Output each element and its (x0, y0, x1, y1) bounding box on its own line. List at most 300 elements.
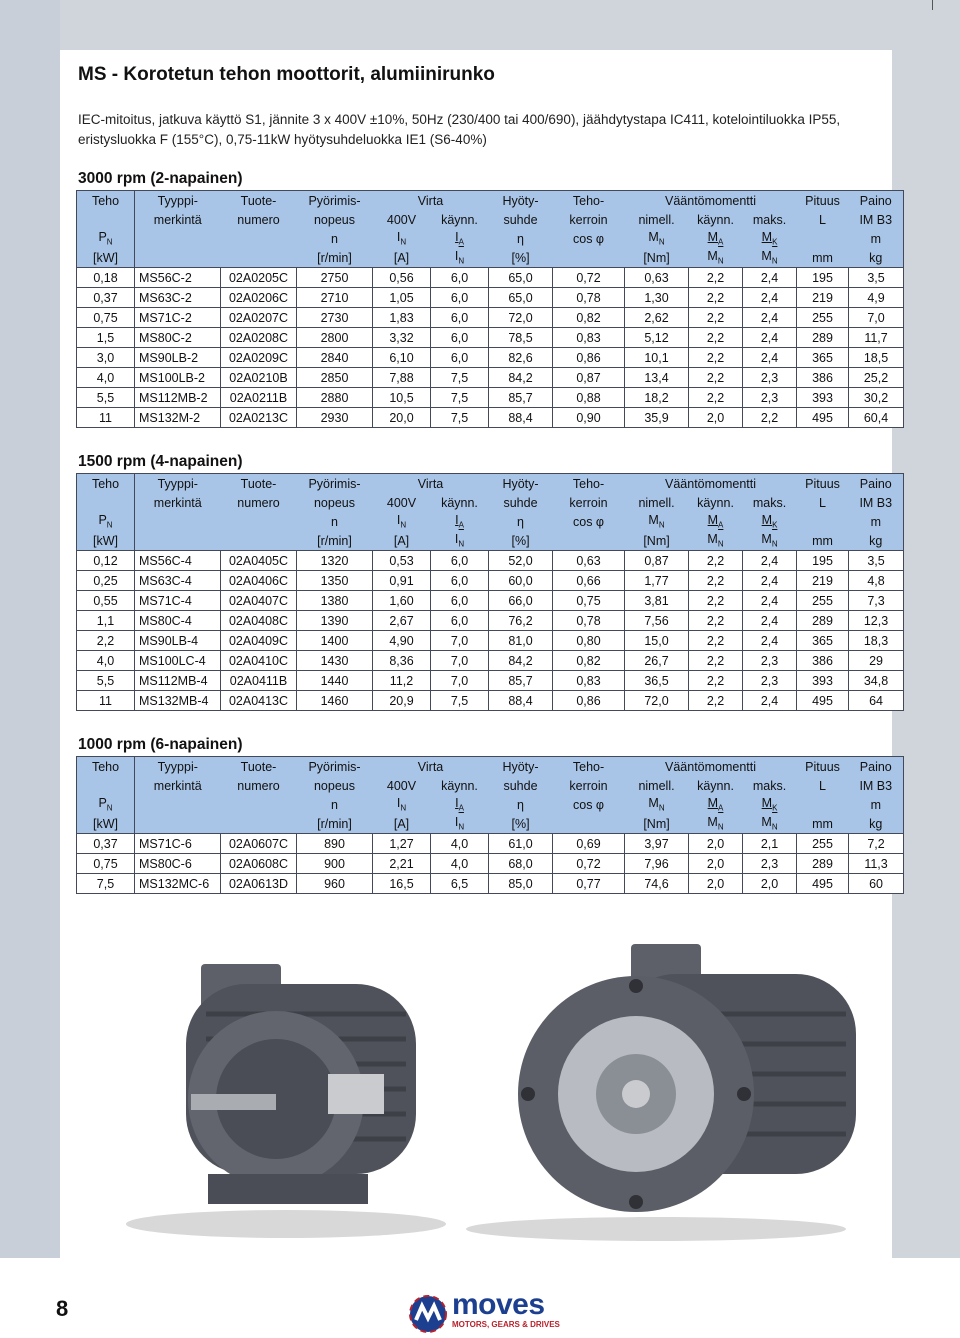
header-length-text: Pituus (805, 193, 840, 208)
table-cell-text: 495 (812, 876, 833, 891)
header-row (77, 229, 904, 248)
header-unit (373, 248, 431, 268)
table-cell (431, 591, 489, 611)
header-current-text: Virta (417, 476, 444, 491)
header-unit-text: [kW] (93, 533, 118, 548)
header-subtitle (489, 776, 553, 795)
header-unit-text: M (707, 815, 718, 830)
subscript: N (458, 822, 465, 832)
table-cell-text: 0,80 (576, 633, 601, 648)
table-cell-text: 365 (812, 350, 833, 365)
subscript: A (458, 520, 464, 530)
table-cell-text: MS112MB-4 (139, 673, 208, 688)
header-torque (625, 757, 797, 777)
table-cell-text: 255 (812, 310, 833, 325)
header-current-text: Virta (417, 193, 444, 208)
table-cell (373, 408, 431, 428)
header-unit-text: [r/min] (317, 533, 352, 548)
table-cell-text: 0,18 (93, 270, 118, 285)
table-cell-text: 6,0 (450, 290, 469, 305)
table-cell-text: 6,0 (450, 593, 469, 608)
table-cell-text: 11,2 (389, 673, 414, 688)
table-cell-text: 0,55 (93, 593, 118, 608)
header-symbol-text: m (870, 797, 881, 812)
header-subtitle (743, 493, 797, 512)
table-cell-text: 02A0207C (228, 310, 289, 325)
table-cell-text: 02A0407C (228, 593, 289, 608)
header-product (221, 474, 297, 494)
table-cell (297, 388, 373, 408)
header-row (77, 474, 904, 494)
table-cell-text: 1430 (320, 653, 349, 668)
table-cell-text: 255 (812, 836, 833, 851)
header-unit (431, 248, 489, 268)
header-symbol-text: n (331, 514, 338, 529)
table-cell-text: 4,0 (450, 836, 469, 851)
table-cell-text: 393 (812, 673, 833, 688)
table-cell (431, 854, 489, 874)
header-subtitle (297, 776, 373, 795)
header-symbol-text: I (396, 230, 401, 245)
header-subtitle (373, 776, 431, 795)
table-cell (553, 368, 625, 388)
table-cell (77, 408, 135, 428)
table-cell (743, 388, 797, 408)
table-cell (373, 288, 431, 308)
header-subtitle-text: merkintä (153, 212, 202, 227)
table-cell (135, 571, 221, 591)
table-cell-text: 11 (99, 410, 112, 425)
table-cell-text: 0,83 (576, 673, 601, 688)
table-cell-text: 7,0 (450, 673, 469, 688)
table-cell (849, 854, 904, 874)
table-cell (625, 671, 689, 691)
header-subtitle (689, 776, 743, 795)
header-efficiency-text: Hyöty- (502, 193, 539, 208)
header-subtitle-text: maks. (752, 212, 787, 227)
header-subtitle (849, 210, 904, 229)
table-cell-text: 0,69 (576, 836, 601, 851)
header-subtitle (489, 493, 553, 512)
header-symbol-text: P (98, 513, 107, 528)
header-empty (553, 814, 625, 834)
header-subtitle-text: suhde (503, 495, 538, 510)
table-cell (797, 388, 849, 408)
table-body (77, 834, 904, 894)
header-efficiency (489, 191, 553, 211)
table-cell (221, 631, 297, 651)
table-cell-text: 02A0410C (228, 653, 289, 668)
table-cell-text: 960 (324, 876, 345, 891)
table-cell (221, 348, 297, 368)
table-cell (849, 348, 904, 368)
header-unit (849, 248, 904, 268)
table-cell-text: 02A0210B (229, 370, 288, 385)
table-cell (849, 328, 904, 348)
table-cell-text: 2,2 (706, 633, 725, 648)
table-cell (625, 388, 689, 408)
header-subtitle-text: IM B3 (859, 495, 893, 510)
table-cell (135, 651, 221, 671)
header-unit-text: I (454, 532, 459, 547)
header-power-factor-text: Teho- (572, 759, 605, 774)
header-empty (135, 531, 221, 551)
table-cell-text: 7,2 (867, 836, 885, 851)
header-product (221, 191, 297, 211)
table-cell (221, 671, 297, 691)
header-row (77, 210, 904, 229)
table-cell (77, 348, 135, 368)
table-cell-text: 2,2 (706, 693, 725, 708)
page-number: 8 (56, 1296, 69, 1321)
table-cell (373, 328, 431, 348)
table-cell (797, 834, 849, 854)
header-subtitle-text: L (819, 212, 826, 227)
table-cell (77, 308, 135, 328)
header-speed (297, 191, 373, 211)
table-cell (743, 368, 797, 388)
table-cell-text: 2,2 (706, 310, 725, 325)
table-cell-text: 6,0 (450, 613, 469, 628)
table-cell (221, 308, 297, 328)
header-empty (797, 795, 849, 814)
table-cell-text: 2,3 (760, 370, 779, 385)
table-cell-text: 2,4 (760, 270, 779, 285)
header-unit-text: I (454, 815, 459, 830)
table-cell-text: 1,83 (389, 310, 414, 325)
table-cell (489, 288, 553, 308)
table-cell (431, 691, 489, 711)
table-cell-text: 3,5 (867, 270, 885, 285)
table-cell (221, 571, 297, 591)
table-cell (553, 611, 625, 631)
table-cell (373, 308, 431, 328)
header-empty (221, 795, 297, 814)
table-cell (431, 834, 489, 854)
header-type (135, 474, 221, 494)
table-cell (373, 348, 431, 368)
table-cell-text: 2930 (320, 410, 349, 425)
table-row (77, 571, 904, 591)
table-cell (689, 631, 743, 651)
header-unit-text: kg (869, 250, 883, 265)
header-unit-text: [A] (393, 816, 410, 831)
table-cell-text: 02A0209C (228, 350, 289, 365)
header-subtitle (797, 493, 849, 512)
table-cell (489, 611, 553, 631)
table-cell (553, 571, 625, 591)
table-cell-text: 02A0405C (228, 553, 289, 568)
subscript: N (458, 256, 465, 266)
header-subtitle (625, 210, 689, 229)
table-cell (77, 388, 135, 408)
table-cell (743, 408, 797, 428)
header-symbol-text: I (396, 796, 401, 811)
table-cell-text: 0,72 (576, 270, 601, 285)
table-cell (797, 874, 849, 894)
table-cell (849, 408, 904, 428)
table-cell-text: 2,4 (760, 553, 779, 568)
header-subtitle-text: maks. (752, 495, 787, 510)
table-cell-text: 7,5 (450, 693, 469, 708)
table-cell (797, 691, 849, 711)
table-cell (743, 671, 797, 691)
table-cell-text: 74,6 (644, 876, 669, 891)
table-cell-text: 0,82 (576, 310, 601, 325)
header-current (373, 474, 489, 494)
header-symbol (297, 229, 373, 248)
table-cell-text: 35,9 (644, 410, 669, 425)
header-subtitle-text: IM B3 (859, 778, 893, 793)
header-subtitle (743, 776, 797, 795)
header-symbol (743, 512, 797, 531)
table-cell-text: 88,4 (508, 693, 533, 708)
table-cell-text: 78,5 (508, 330, 533, 345)
table-cell (135, 348, 221, 368)
header-empty (221, 531, 297, 551)
header-unit-text: M (761, 815, 772, 830)
header-power-factor (553, 474, 625, 494)
table-cell (77, 834, 135, 854)
header-unit-text: [Nm] (643, 816, 670, 831)
header-subtitle-text: suhde (503, 778, 538, 793)
table-cell-text: 02A0608C (228, 856, 289, 871)
header-symbol (373, 795, 431, 814)
table-cell-text: 2,67 (389, 613, 414, 628)
table-cell-text: 1,5 (96, 330, 115, 345)
table-cell-text: 0,66 (576, 573, 601, 588)
table-cell (553, 671, 625, 691)
table-row (77, 288, 904, 308)
table-cell (431, 408, 489, 428)
table-cell (373, 651, 431, 671)
header-unit-text: [kW] (93, 816, 118, 831)
header-row (77, 512, 904, 531)
header-unit-text: [Nm] (643, 533, 670, 548)
table-cell (135, 328, 221, 348)
table-cell (431, 551, 489, 571)
header-empty (135, 814, 221, 834)
motor-photo-left (126, 964, 446, 1238)
table-cell-text: 2,0 (706, 876, 725, 891)
subscript: K (772, 520, 778, 530)
table-cell (221, 874, 297, 894)
section-title-1000rpm: 1000 rpm (6-napainen) (78, 736, 243, 753)
table-cell (743, 308, 797, 328)
header-row (77, 757, 904, 777)
header-product (221, 757, 297, 777)
table-cell (431, 874, 489, 894)
header-row (77, 795, 904, 814)
table-cell (135, 288, 221, 308)
table-cell (77, 854, 135, 874)
table-cell-text: 64 (869, 693, 883, 708)
header-type-text: Tyyppi- (157, 476, 198, 491)
header-power-text: Teho (91, 193, 120, 208)
table-cell (297, 308, 373, 328)
table-cell (689, 368, 743, 388)
table-cell (373, 591, 431, 611)
table-cell-text: 3,0 (96, 350, 115, 365)
subscript: A (458, 803, 464, 813)
header-subtitle (743, 210, 797, 229)
table-cell-text: 6,0 (450, 270, 469, 285)
table-cell (489, 551, 553, 571)
table-cell-text: 72,0 (644, 693, 669, 708)
table-cell (135, 551, 221, 571)
table-cell-text: MS90LB-4 (139, 633, 199, 648)
header-empty (553, 248, 625, 268)
header-unit (431, 814, 489, 834)
header-subtitle (553, 210, 625, 229)
header-product-text: Tuote- (240, 193, 277, 208)
header-symbol (689, 229, 743, 248)
crop-mark (932, 0, 933, 10)
table-cell-text: 289 (812, 330, 833, 345)
header-unit (489, 248, 553, 268)
header-unit (797, 248, 849, 268)
header-row (77, 776, 904, 795)
table-cell-text: 2,0 (706, 410, 725, 425)
header-symbol-text: m (870, 231, 881, 246)
table-cell-text: 2,2 (706, 290, 725, 305)
table-cell (77, 691, 135, 711)
header-subtitle (135, 776, 221, 795)
table-cell (489, 408, 553, 428)
table-cell-text: 7,5 (96, 876, 115, 891)
table-cell (743, 288, 797, 308)
header-empty (221, 512, 297, 531)
table-cell (849, 874, 904, 894)
table-cell-text: 5,12 (644, 330, 669, 345)
header-subtitle (849, 493, 904, 512)
table-cell-text: 18,3 (863, 633, 889, 648)
table-cell-text: 4,0 (96, 653, 115, 668)
header-length (797, 191, 849, 211)
table-cell (221, 854, 297, 874)
header-unit-text: M (761, 532, 772, 547)
table-cell (77, 551, 135, 571)
table-cell (625, 348, 689, 368)
header-subtitle (221, 210, 297, 229)
table-cell-text: 2,2 (706, 613, 725, 628)
table-cell-text: 65,0 (508, 270, 533, 285)
table-cell (553, 651, 625, 671)
table-cell (797, 551, 849, 571)
table-cell-text: 5,5 (96, 673, 115, 688)
header-symbol (373, 512, 431, 531)
table-cell (743, 631, 797, 651)
table-cell (135, 691, 221, 711)
table-cell-text: 2,1 (760, 836, 779, 851)
table-cell-text: 0,78 (576, 290, 601, 305)
table-body (77, 268, 904, 428)
table-cell (625, 408, 689, 428)
table-cell (797, 854, 849, 874)
header-subtitle-text: käynn. (697, 778, 734, 793)
header-subtitle-text: 400V (386, 778, 417, 793)
table-cell-text: 289 (812, 613, 833, 628)
table-cell (743, 651, 797, 671)
header-symbol (489, 229, 553, 248)
table-cell-text: 1320 (320, 553, 349, 568)
table-cell-text: 52,0 (508, 553, 533, 568)
table-cell-text: 393 (812, 390, 833, 405)
table-cell-text: 2,2 (706, 593, 725, 608)
header-unit-text: [kW] (93, 250, 118, 265)
table-cell (221, 834, 297, 854)
table-cell (689, 874, 743, 894)
table-cell (849, 591, 904, 611)
header-empty (221, 814, 297, 834)
subscript: K (772, 803, 778, 813)
subscript: K (772, 237, 778, 247)
header-unit-text: [%] (511, 250, 530, 265)
table-cell-text: 0,56 (389, 270, 414, 285)
table-cell (553, 288, 625, 308)
table-cell-text: 60,0 (508, 573, 533, 588)
header-product-text: Tuote- (240, 476, 277, 491)
header-efficiency-text: Hyöty- (502, 759, 539, 774)
table-cell (797, 671, 849, 691)
table-cell-text: 2,2 (706, 390, 725, 405)
table-row (77, 834, 904, 854)
table-cell (849, 308, 904, 328)
header-efficiency (489, 474, 553, 494)
table-row (77, 328, 904, 348)
table-cell (221, 591, 297, 611)
subscript: N (400, 803, 407, 813)
header-symbol-text: cos φ (573, 514, 605, 529)
table-cell (431, 328, 489, 348)
table-cell-text: 26,7 (644, 653, 669, 668)
header-subtitle (221, 493, 297, 512)
table-cell (553, 874, 625, 894)
header-row (77, 531, 904, 551)
table-cell-text: 10,5 (389, 390, 414, 405)
table-cell (431, 388, 489, 408)
table-cell-text: 2880 (320, 390, 349, 405)
header-unit-text: mm (812, 816, 833, 831)
table-cell-text: 7,96 (644, 856, 669, 871)
table-cell-text: 3,5 (867, 553, 885, 568)
header-subtitle-text: nimell. (638, 212, 675, 227)
table-cell-text: 29 (869, 653, 883, 668)
table-cell-text: 2750 (320, 270, 349, 285)
table-cell (431, 348, 489, 368)
table-cell (743, 591, 797, 611)
table-cell (689, 288, 743, 308)
table-cell (489, 671, 553, 691)
header-symbol (431, 512, 489, 531)
table-cell (625, 651, 689, 671)
header-symbol (297, 512, 373, 531)
table-cell (553, 408, 625, 428)
table-cell (797, 308, 849, 328)
table-cell-text: 13,4 (644, 370, 669, 385)
header-unit (489, 814, 553, 834)
table-cell (431, 288, 489, 308)
table-cell (553, 834, 625, 854)
header-subtitle-text: nopeus (313, 212, 355, 227)
header-subtitle (553, 493, 625, 512)
table-cell-text: 88,4 (508, 410, 533, 425)
header-symbol-text: n (331, 797, 338, 812)
header-symbol-text: cos φ (573, 231, 605, 246)
table-cell (297, 348, 373, 368)
header-subtitle-text: IM B3 (859, 212, 893, 227)
header-subtitle-text: kerroin (569, 778, 608, 793)
